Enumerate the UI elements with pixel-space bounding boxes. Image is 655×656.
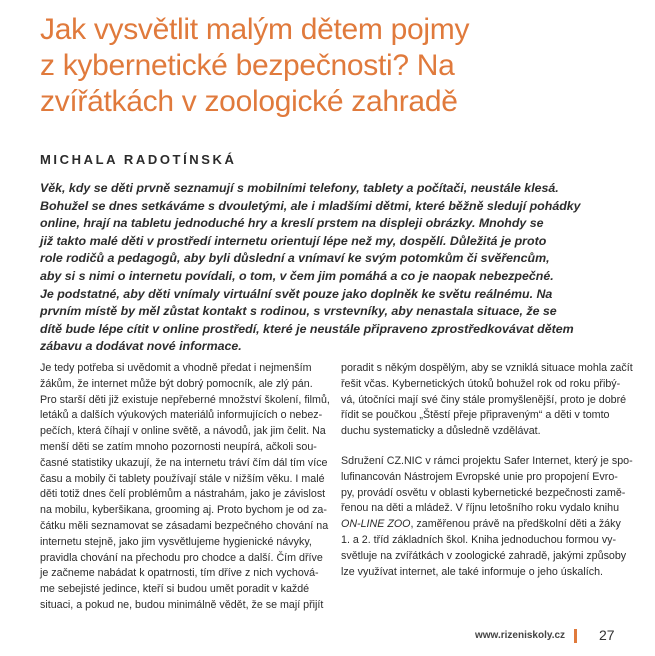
body-line: poradit s někým dospělým, aby se vzniklá situace mohla začít (341, 362, 633, 374)
lead-paragraph (40, 180, 626, 356)
body-paragraph (341, 361, 633, 440)
title-line: z kybernetické bezpečnosti? Na (40, 49, 455, 82)
body-line: 1. a 2. tříd základních škol. Kniha jednoduchou formou vy- (341, 533, 617, 546)
body-line: Sdružení CZ.NIC v rámci projektu Safer Internet, který je spo- (341, 454, 633, 467)
body-line: menší děti se zatím mnoho pozornosti neupírá, ačkoli sou- (40, 440, 317, 453)
body-line: děti totiž dnes čelí problémům a nástrahám, jako je závislost (40, 488, 326, 501)
body-paragraph (341, 454, 633, 580)
lead-line: dítě bude lépe cítit v online prostředí, které je neustále připraveno zprostředkovávat dětem (40, 321, 574, 336)
body-line: Je tedy potřeba si uvědomit a vhodně předat i nejmenším (40, 362, 312, 374)
body-line: vá, útočníci mají své činy stále promyšlenější, proto je dobré (341, 393, 627, 406)
body-line: je začneme nabádat k opatrnosti, tím dříve z nich vychová- (40, 567, 319, 580)
body-line: žákům, že internet může být dobrý pomocník, ale zlý pán. (40, 377, 313, 390)
body-line: situaci, a pokud ne, budou minimálně vědět, že se mají přijít (40, 598, 324, 611)
body-line: py, provádí osvětu v oblasti kybernetické bezpečnosti zamě- (341, 486, 626, 499)
body-line: internetu stejně, jako jim vysvětlujeme hygienické návyky, (40, 535, 312, 548)
lead-line: role rodičů a pedagogů, aby byli důslední a vnímaví ke svým potomkům či svěřencům, (40, 251, 550, 266)
body-line: duchu systematicky a důsledně vzdělávat. (341, 425, 541, 438)
body-line: časné statistiky ukazují, že na internetu tráví čím dál tím více (40, 456, 328, 469)
book-line-rest: , zaměřenou právě na předškolní děti a žáky (410, 518, 621, 531)
body-line: času a mobily či tablety používají stále v nižším věku. I malé (40, 472, 325, 485)
title-line: Jak vysvětlit malým dětem pojmy (40, 13, 470, 46)
body-column-right (341, 361, 633, 580)
footer-divider (574, 629, 577, 643)
lead-line: Je podstatné, aby děti vnímaly virtuální svět pouze jako doplněk ke světu reálnému. Na (40, 286, 553, 301)
page-number: 27 (599, 627, 615, 643)
author-name: MICHALA RADOTÍNSKÁ (40, 152, 237, 167)
lead-line: již takto malé děti v prostředí internetu orientují lépe než my, dospělí. Důležitá je proto (40, 233, 547, 248)
lead-line: Věk, kdy se děti prvně seznamují s mobilními telefony, tablety a počítači, neustále klesá. (40, 181, 559, 195)
body-line: lze využívat internet, ale také informuje o jeho úskalích. (341, 565, 603, 578)
body-line: letáků a dalších výukových materiálů informujících o nebez- (40, 409, 323, 422)
body-line: me sebejisté jedince, kteří si budou umět poradit v každé (40, 583, 310, 596)
body-line: světluje na zvířátkách v zoologické zahradě, jakými způsoby (341, 549, 627, 562)
footer-website: www.rizeniskoly.cz (475, 630, 566, 641)
body-line: řešit včas. Kybernetických útoků bohužel rok od roku přibý- (341, 377, 621, 390)
lead-line: aby si s nimi o internetu povídali, o tom, v čem jim pomáhá a co je naopak nebezpečné. (40, 268, 554, 283)
lead-line: Bohužel se dnes setkáváme s dvouletými, ale i mladšími dětmi, které běžně sledují pohádky (40, 198, 581, 213)
body-line (341, 517, 629, 533)
body-line: na mobilu, kyberšikana, grooming aj. Proto bychom je od za- (40, 504, 327, 517)
article-title (40, 12, 620, 120)
body-column-left (40, 361, 328, 614)
lead-line: online, hrají na tabletu jednoduché hry a kreslí prstem na displeji obrázky. Mnohdy se (40, 216, 544, 231)
paragraph-gap (341, 440, 629, 454)
body-line: lufinancován Nástrojem Evropské unie pro propojení Evro- (341, 470, 618, 483)
title-line: zvířátkách v zoologické zahradě (40, 85, 458, 118)
body-line: Pro starší děti již existuje nepřeberné množství školení, filmů, (40, 393, 330, 406)
body-line: čátku měli seznamovat se zásadami bezpečného chování na (40, 519, 329, 532)
lead-line: prvním místě by měl zůstat kontakt s rodinou, s vrstevníky, aby nenastala situace, že se (40, 304, 557, 319)
body-line: pravidla chování na přechodu pro chodce a další. Čím dříve (40, 551, 323, 564)
body-line: řídit se poučkou „Štěstí přeje připraveným“ a děti v tomto (341, 409, 610, 422)
body-line: řenou na děti a mládež. V říjnu letošního roku vydalo knihu (341, 502, 620, 515)
lead-line: zábavu a dodávat nové informace. (40, 339, 242, 354)
body-paragraph (40, 361, 328, 614)
body-line: pečích, která číhají v online světě, a návodů, jak jim čelit. Na (40, 425, 326, 438)
book-title: ON-LINE ZOO (341, 518, 411, 531)
